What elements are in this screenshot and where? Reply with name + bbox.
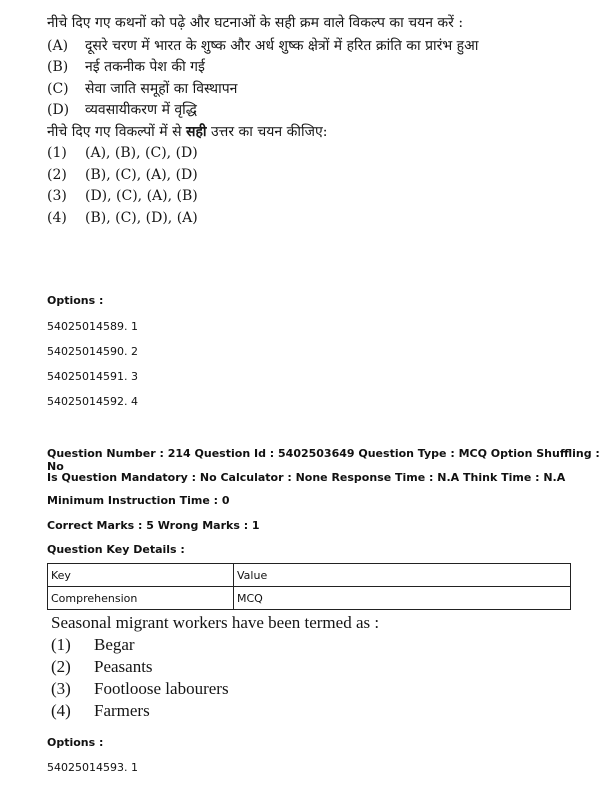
choice-text: Footloose labourers: [94, 679, 229, 698]
choice-text: (D), (C), (A), (B): [85, 188, 198, 204]
option-4: 54025014592. 4: [47, 395, 138, 408]
choice-2: [51, 656, 379, 678]
options-label: Options :: [47, 736, 104, 749]
choice-text: (A), (B), (C), (D): [85, 145, 198, 161]
key-details-label: Question Key Details :: [47, 543, 185, 556]
statement-text: नई तकनीक पेश की गई: [85, 59, 205, 75]
choice-label: (2): [47, 166, 67, 183]
marks-line: Correct Marks : 5 Wrong Marks : 1: [47, 519, 260, 532]
choice-4: [51, 700, 379, 722]
table-row: [48, 587, 571, 610]
choice-text: Farmers: [94, 701, 150, 720]
choice-label: (2): [51, 657, 71, 676]
choice-4: [47, 208, 478, 230]
choice-text: Peasants: [94, 657, 153, 676]
choice-text: (B), (C), (A), (D): [85, 166, 198, 183]
statement-b: [47, 57, 478, 79]
statement-label: (A): [47, 37, 69, 54]
choice-1: [47, 143, 478, 165]
statement-d: [47, 100, 478, 122]
question-instruction: नीचे दिए गए कथनों को पढ़े और घटनाओं के सही क्रम वाले विकल्प का चयन करें :: [47, 15, 464, 31]
table-header-value: Value: [234, 564, 571, 587]
statement-text: सेवा जाति समूहों का विस्थापन: [85, 80, 238, 97]
question-text: Seasonal migrant workers have been termed as :: [51, 613, 380, 632]
choice-label: (3): [51, 679, 71, 698]
options-label: Options :: [47, 294, 104, 307]
statement-label: (C): [47, 80, 69, 97]
choose-bold: सही: [186, 123, 207, 140]
choose-prefix: नीचे दिए गए विकल्पों में से: [47, 123, 182, 140]
choice-label: (4): [51, 701, 71, 720]
statement-c: [47, 79, 478, 101]
table-cell-value: MCQ: [234, 587, 571, 610]
choose-suffix: उत्तर का चयन कीजिए:: [210, 123, 328, 140]
choice-label: (1): [51, 635, 71, 654]
table-header-key: Key: [48, 564, 234, 587]
option-1: 54025014589. 1: [47, 320, 138, 333]
statement-label: (D): [47, 102, 70, 118]
choice-label: (1): [47, 145, 67, 161]
statement-text: दूसरे चरण में भारत के शुष्क और अर्ध शुष्क क्षेत्रों में हरित क्रांति का प्रारंभ हुआ: [85, 37, 479, 54]
choice-2: [47, 165, 478, 187]
option-3: 54025014591. 3: [47, 370, 138, 383]
choice-3: [47, 186, 478, 208]
hindi-question-block: [47, 13, 478, 229]
choice-label: (3): [47, 188, 67, 204]
choice-1: [51, 634, 379, 656]
table-header-row: [48, 564, 571, 587]
choice-text: Begar: [94, 635, 135, 654]
key-details-table: [47, 563, 571, 610]
table-cell-key: Comprehension: [48, 587, 234, 610]
question-meta-line2: Is Question Mandatory : No Calculator : None Response Time : N.A Think Time : N.A: [47, 471, 566, 484]
english-question-block: [51, 612, 379, 722]
option-1: 54025014593. 1: [47, 761, 138, 774]
choice-3: [51, 678, 379, 700]
statement-text: व्यवसायीकरण में वृद्धि: [85, 102, 197, 118]
question-meta-line3: Minimum Instruction Time : 0: [47, 494, 230, 507]
statement-label: (B): [47, 59, 69, 75]
choice-text: (B), (C), (D), (A): [85, 209, 198, 226]
option-2: 54025014590. 2: [47, 345, 138, 358]
choice-label: (4): [47, 209, 67, 226]
statement-a: [47, 36, 478, 58]
choose-instruction: [47, 122, 478, 144]
question-meta-line1: Question Number : 214 Question Id : 5402503649 Question Type : MCQ Option Shuffling : No: [47, 447, 600, 473]
